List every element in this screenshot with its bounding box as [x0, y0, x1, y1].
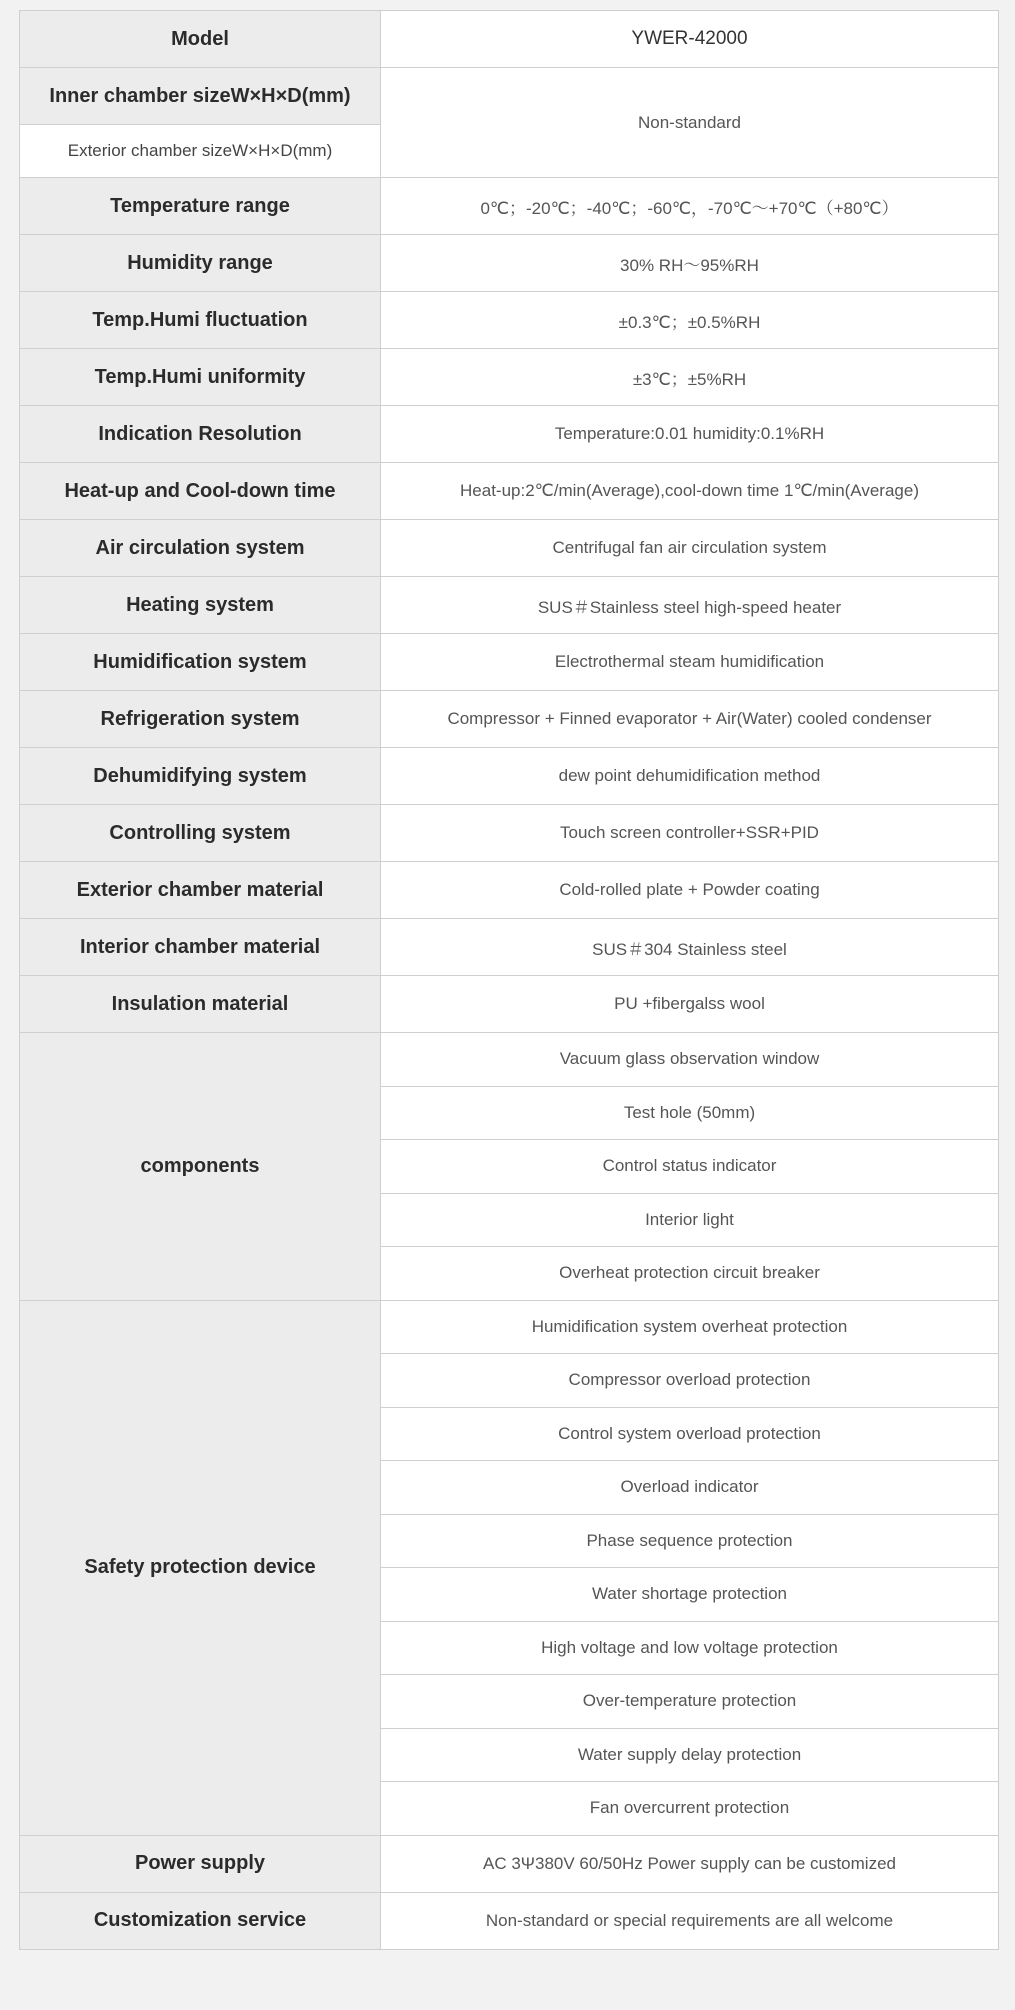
spec-table: [19, 10, 999, 1950]
safety-item: Fan overcurrent protection: [381, 1782, 999, 1836]
safety-item: Phase sequence protection: [381, 1514, 999, 1568]
row-label: Interior chamber material: [20, 919, 381, 976]
row-label: Power supply: [20, 1835, 381, 1892]
row-value: Compressor + Finned evaporator + Air(Water) cooled condenser: [381, 691, 999, 748]
row-value: 30% RH～95%RH: [381, 235, 999, 292]
row-value: Temperature:0.01 humidity:0.1%RH: [381, 406, 999, 463]
table-row: [20, 349, 999, 406]
component-item: Control status indicator: [381, 1140, 999, 1194]
row-label: Dehumidifying system: [20, 748, 381, 805]
table-row: [20, 862, 999, 919]
table-row: [20, 68, 999, 125]
safety-item: Overload indicator: [381, 1461, 999, 1515]
row-label: Inner chamber sizeW×H×D(mm): [20, 68, 381, 125]
row-value: 0℃；-20℃；-40℃；-60℃，-70℃～+70℃（+80℃）: [381, 178, 999, 235]
row-label: Customization service: [20, 1892, 381, 1949]
component-item: Interior light: [381, 1193, 999, 1247]
table-row: [20, 805, 999, 862]
row-value: Heat-up:2℃/min(Average),cool-down time 1℃/min(Average): [381, 463, 999, 520]
row-value: Non-standard or special requirements are all welcome: [381, 1892, 999, 1949]
row-value: ±0.3℃；±0.5%RH: [381, 292, 999, 349]
row-value: Touch screen controller+SSR+PID: [381, 805, 999, 862]
row-label: Model: [20, 11, 381, 68]
table-row: [20, 463, 999, 520]
table-row: [20, 919, 999, 976]
row-label: Temp.Humi fluctuation: [20, 292, 381, 349]
row-label: Refrigeration system: [20, 691, 381, 748]
safety-item: Compressor overload protection: [381, 1354, 999, 1408]
row-value: Centrifugal fan air circulation system: [381, 520, 999, 577]
table-row: [20, 577, 999, 634]
row-label: Temp.Humi uniformity: [20, 349, 381, 406]
row-label: Controlling system: [20, 805, 381, 862]
components-label: components: [20, 1033, 381, 1301]
safety-item: Water shortage protection: [381, 1568, 999, 1622]
row-label: Heating system: [20, 577, 381, 634]
row-value: SUS＃304 Stainless steel: [381, 919, 999, 976]
safety-item: High voltage and low voltage protection: [381, 1621, 999, 1675]
table-row: [20, 976, 999, 1033]
size-value: Non-standard: [381, 68, 999, 178]
row-value: AC 3Ψ380V 60/50Hz Power supply can be customized: [381, 1835, 999, 1892]
safety-item: Over-temperature protection: [381, 1675, 999, 1729]
table-row: [20, 178, 999, 235]
row-value: ±3℃；±5%RH: [381, 349, 999, 406]
component-item: Test hole (50mm): [381, 1086, 999, 1140]
row-label: Insulation material: [20, 976, 381, 1033]
table-row: [20, 634, 999, 691]
component-item: Overheat protection circuit breaker: [381, 1247, 999, 1301]
table-row: [20, 292, 999, 349]
table-row: [20, 1892, 999, 1949]
safety-item: Humidification system overheat protection: [381, 1300, 999, 1354]
table-row: [20, 691, 999, 748]
row-value: PU +fibergalss wool: [381, 976, 999, 1033]
row-value: dew point dehumidification method: [381, 748, 999, 805]
table-row: [20, 748, 999, 805]
table-row: [20, 406, 999, 463]
row-label: Indication Resolution: [20, 406, 381, 463]
table-row: [20, 235, 999, 292]
row-value: Cold-rolled plate + Powder coating: [381, 862, 999, 919]
safety-item: Control system overload protection: [381, 1407, 999, 1461]
row-label: Exterior chamber sizeW×H×D(mm): [20, 125, 381, 178]
table-row: [20, 11, 999, 68]
safety-label: Safety protection device: [20, 1300, 381, 1835]
table-row: [20, 520, 999, 577]
table-row: [20, 1835, 999, 1892]
table-row: [20, 1300, 999, 1354]
component-item: Vacuum glass observation window: [381, 1033, 999, 1087]
model-value: YWER-42000: [381, 11, 999, 68]
row-value: Electrothermal steam humidification: [381, 634, 999, 691]
row-label: Air circulation system: [20, 520, 381, 577]
table-row: [20, 1033, 999, 1087]
row-label: Heat-up and Cool-down time: [20, 463, 381, 520]
row-value: SUS＃Stainless steel high-speed heater: [381, 577, 999, 634]
row-label: Humidification system: [20, 634, 381, 691]
row-label: Exterior chamber material: [20, 862, 381, 919]
safety-item: Water supply delay protection: [381, 1728, 999, 1782]
row-label: Humidity range: [20, 235, 381, 292]
row-label: Temperature range: [20, 178, 381, 235]
spec-table-container: [19, 10, 999, 1950]
